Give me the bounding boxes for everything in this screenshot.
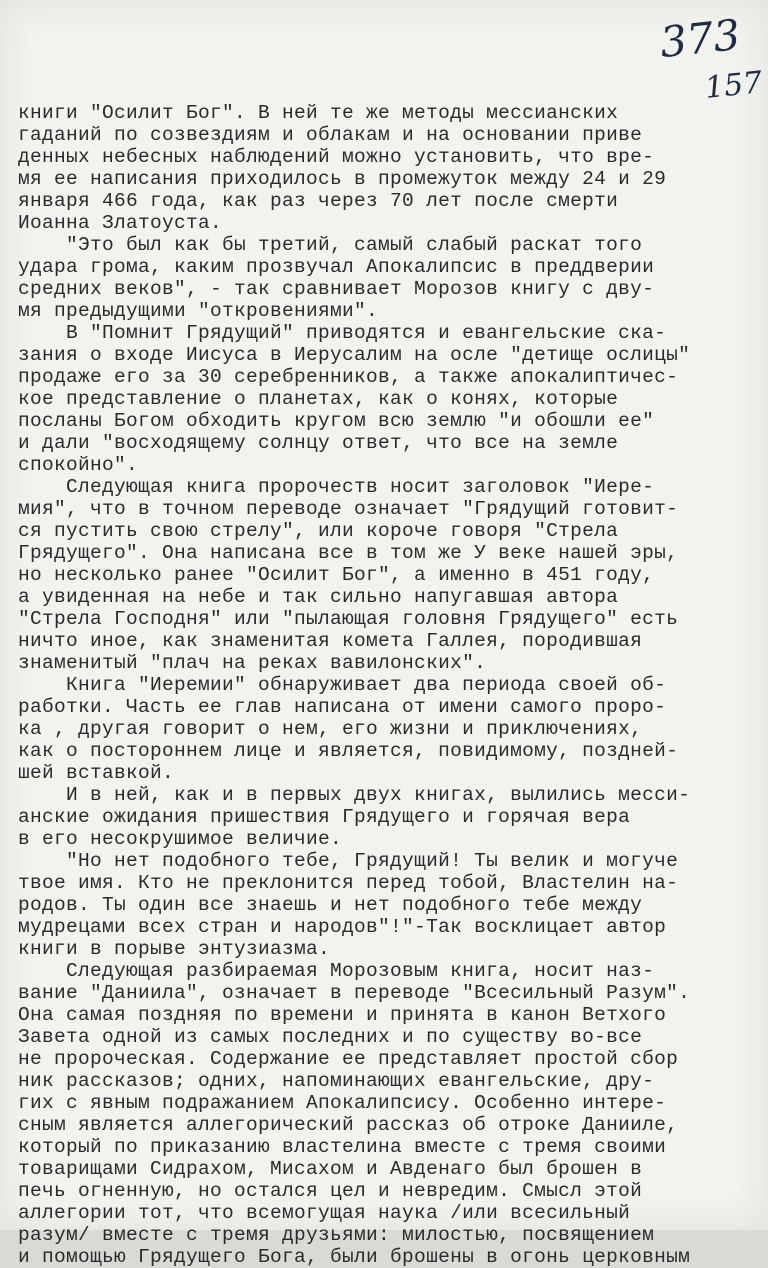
- text-line: печь огненную, но остался цел и невредим. Смысл этой: [18, 1180, 643, 1202]
- text-line: анские ожидания пришествия Грядущего и горячая вера: [18, 806, 631, 828]
- text-line: гих с явным подражанием Апокалипсису. Особенно интере-: [18, 1092, 667, 1114]
- text-line: Книга "Иеремии" обнаруживает два периода своей об-: [18, 674, 667, 696]
- text-line: вание "Даниила", означает в переводе "Всесильный Разум".: [18, 982, 691, 1004]
- text-line: шей вставкой.: [18, 762, 175, 784]
- text-line: мудрецами всех стран и народов"!"-Так восклицает автор: [18, 916, 667, 938]
- text-line: И в ней, как и в первых двух книгах, вылились месси-: [18, 784, 691, 806]
- text-line: денных небесных наблюдений можно установить, что вре-: [18, 146, 655, 168]
- text-line: Следующая книга пророчеств носит заголовок "Иере-: [18, 476, 655, 498]
- text-line: книги "Осилит Бог". В ней те же методы мессианских: [18, 102, 619, 124]
- text-line: ся пустить свою стрелу", или короче говоря "Стрела: [18, 520, 619, 542]
- text-line: ничто иное, как знаменитая комета Галлея, породившая: [18, 630, 643, 652]
- text-line: твое имя. Кто не преклонится перед тобой, Властелин на-: [18, 872, 679, 894]
- text-line: разум/ вместе с тремя друзьями: милостью, посвящением: [18, 1224, 655, 1246]
- text-line: удара грома, каким прозвучал Апокалипсис в преддверии: [18, 256, 655, 278]
- text-line: "Стрела Господня" или "пылающая головня Грядущего" есть: [18, 608, 679, 630]
- text-line: в его несокрушимое величие.: [18, 828, 343, 850]
- text-line: Завета одной из самых последних и по существу во-все: [18, 1026, 643, 1048]
- text-line: мия", что в точном переводе означает "Грядущий готовит-: [18, 498, 679, 520]
- text-line: товарищами Сидрахом, Мисахом и Авденаго был брошен в: [18, 1158, 643, 1180]
- text-line: "Но нет подобного тебе, Грядущий! Ты велик и могуче: [18, 850, 679, 872]
- text-line: гаданий по созвездиям и облакам и на основании приве: [18, 124, 643, 146]
- typewritten-body: [18, 102, 766, 1268]
- text-line: января 466 года, как раз через 70 лет после смерти: [18, 190, 619, 212]
- text-line: Следующая разбираемая Морозовым книга, носит наз-: [18, 960, 655, 982]
- handwritten-page-number: 373: [657, 9, 743, 68]
- text-line: и помощью Грядущего Бога, были брошены в огонь церковным: [18, 1246, 691, 1268]
- text-line: посланы Богом обходить кругом всю землю "и обошли ее": [18, 410, 655, 432]
- handwritten-folio-number: 157: [703, 65, 764, 106]
- text-line: Иоанна Златоуста.: [18, 212, 223, 234]
- text-line: зания о входе Иисуса в Иерусалим на осле "детище ослицы": [18, 344, 691, 366]
- text-line: В "Помнит Грядущий" приводятся и евангельские ска-: [18, 322, 667, 344]
- text-line: и дали "восходящему солнцу ответ, что все на земле: [18, 432, 619, 454]
- text-line: ник рассказов; одних, напоминающих евангельские, дру-: [18, 1070, 655, 1092]
- text-line: средних веков", - так сравнивает Морозов книгу с дву-: [18, 278, 655, 300]
- text-line: который по приказанию властелина вместе с тремя своими: [18, 1136, 667, 1158]
- text-line: мя предыдущими "откровениями".: [18, 300, 379, 322]
- text-line: "Это был как бы третий, самый слабый раскат того: [18, 234, 643, 256]
- text-line: работки. Часть ее глав написана от имени самого проро-: [18, 696, 667, 718]
- text-line: Она самая поздняя по времени и принята в канон Ветхого: [18, 1004, 667, 1026]
- text-line: Грядущего". Она написана все в том же У веке нашей эры,: [18, 542, 679, 564]
- text-line: но несколько ранее "Осилит Бог", а именно в 451 году,: [18, 564, 655, 586]
- text-line: знаменитый "плач на реках вавилонских".: [18, 652, 487, 674]
- text-line: не пророческая. Содержание ее представляет простой сбор: [18, 1048, 679, 1070]
- text-line: продаже его за 30 серебренников, а также апокалиптичес-: [18, 366, 679, 388]
- text-line: родов. Ты один все знаешь и нет подобного тебе между: [18, 894, 643, 916]
- text-line: а увиденная на небе и так сильно напугавшая автора: [18, 586, 619, 608]
- text-line: аллегории тот, что всемогущая наука /или всесильный: [18, 1202, 631, 1224]
- text-line: спокойно".: [18, 454, 139, 476]
- text-line: книги в порыве энтузиазма.: [18, 938, 331, 960]
- text-line: ка , другая говорит о нем, его жизни и приключениях,: [18, 718, 643, 740]
- text-line: кое представление о планетах, как о конях, которые: [18, 388, 619, 410]
- text-line: как о постороннем лице и является, повидимому, поздней-: [18, 740, 679, 762]
- text-line: сным является аллегорический рассказ об отроке Данииле,: [18, 1114, 679, 1136]
- text-line: мя ее написания приходилось в промежуток между 24 и 29: [18, 168, 667, 190]
